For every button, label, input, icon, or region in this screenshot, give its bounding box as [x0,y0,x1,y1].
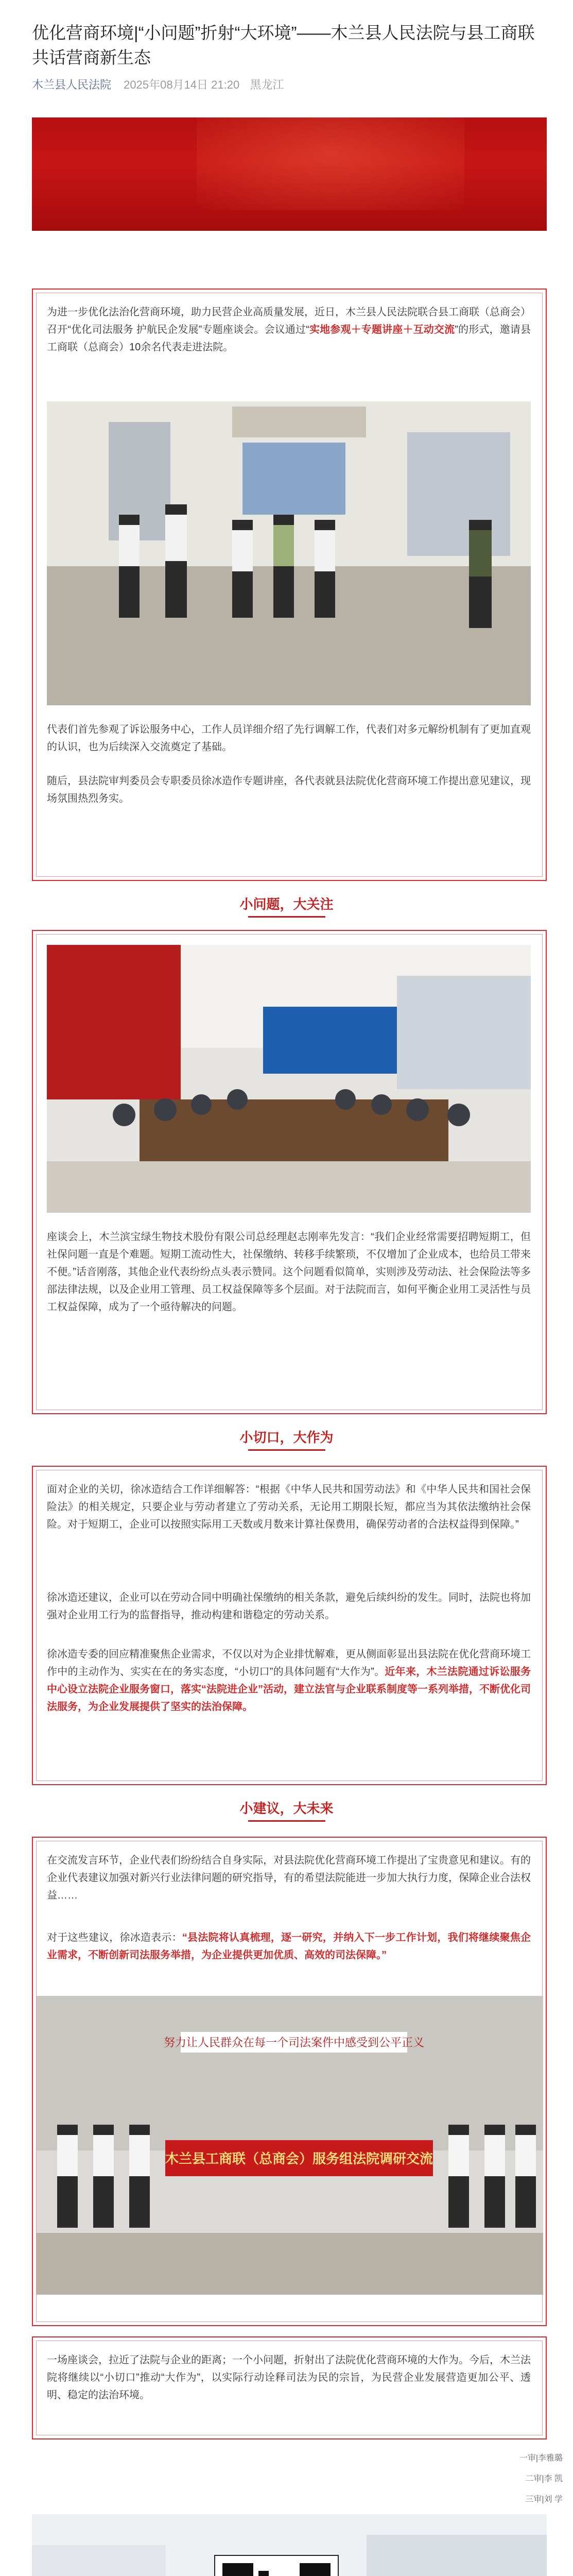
publish-location: 黑龙江 [250,78,284,91]
intro-paragraph-3: 随后，县法院审判委员会专职委员徐冰造作专题讲座，各代表就县法院优化营商环境工作提出意见建议，现场氛围热烈务实。 [47,775,531,804]
photo-group [37,1996,543,2295]
heading-small-advice: 小建议，大未来 [0,1798,573,1822]
header-banner [32,117,547,231]
photo-meeting-svg [47,945,531,1213]
heading-small-problem: 小问题，大关注 [0,894,573,918]
credit-line-3: 三审|刘 学 [525,2495,563,2504]
intro-paragraph-2: 代表们首先参观了诉讼服务中心，工作人员详细介绍了先行调解工作，代表们对多元解纷机制有了更加直观的认识，也为后续深入交流奠定了基础。 [47,724,531,753]
banner-glow [197,117,464,210]
advice-paragraph-2: 对于这些建议，徐冰造表示：“县法院将认真梳理，逐一研究，并纳入下一步工作计划，我们将继续聚焦企业需求，不断创新司法服务举措，为企业提供更加优质、高效的司法保障。” [47,1932,531,1961]
action-paragraph-1: 面对企业的关切，徐冰造结合工作详细解答：“根据《中华人民共和国劳动法》和《中华人民共和国社会保险法》的相关规定，只要企业与劳动者建立了劳动关系，无论用工期限长短，都应当为其依法缴纳社会保险。对于短期工，企业可以按照实际用工天数或月数来计算社保费用，确保劳动者的合法权益得到保障。” [47,1484,531,1530]
slogan-text: 努力让人民群众在每一个司法案件中感受到公平正义 [163,2036,425,2049]
heading-small-cut: 小切口，大作为 [0,1427,573,1451]
section-action [32,1466,547,1785]
conclusion-paragraph: 一场座谈会，拉近了法院与企业的距离；一个小问题，折射出了法院优化营商环境的大作为。今后，木兰法院将继续以“小切口”推动“大作为”，以实际行动诠释司法为民的宗旨，为民营企业发展营造更加公平、透明、稳定的法治环境。 [47,2354,531,2401]
photo-group-svg [37,1996,543,2295]
article-title: 优化营商环境|“小问题”折射“大环境”——木兰县人民法院与县工商联共话营商新生态 [32,23,535,67]
credit-line-2: 二审|李 凯 [525,2475,563,2483]
section-intro [32,289,547,881]
article-meta [32,76,291,92]
problem-paragraph-1: 座谈会上，木兰滨宝绿生物技术股份有限公司总经理赵志刚率先发言：“我们企业经常需要招聘短期工，但社保问题一直是个难题。短期工流动性大，社保缴纳、转移手续繁琐，不仅增加了企业成本，也给员工带来不便。”话音刚落，其他企业代表纷纷点头表示赞同。这个问题看似简单，实则涉及劳动法、社会保险法等多部法律法规，以及企业用工管理、员工权益保障等多个层面。对于法院而言，如何平衡企业用工灵活性与员工权益保障，成为了一个亟待解决的问题。 [47,1231,531,1313]
action-paragraph-3: 徐冰造专委的回应精准聚焦企业需求，不仅以对为企业排忧解难，更从侧面彰显出县法院在优化营商环境工作中的主动作为、实实在在的务实态度，“小切口”的具体问题有“大作为”。近年来，木兰法院通过诉讼服务中心设立法院企业服务窗口，落实“法院进企业”活动，建立法官与企业联系制度等一系列举措，不断优化司法服务，为企业发展提供了坚实的法治保障。 [47,1649,531,1713]
action-paragraph-2: 徐冰造还建议，企业可以在劳动合同中明确社保缴纳的相关条款，避免后续纠纷的发生。同时，法院也将加强对企业用工行为的监督指导，推动构建和谐稳定的劳动关系。 [47,1592,531,1621]
advice-paragraph-1: 在交流发言环节，企业代表们纷纷结合自身实际，对县法院优化营商环境工作提出了宝贵意见和建议。有的企业代表建议加强对新兴行业法律问题的研究指导，有的希望法院能进一步加大执行力度，保障企业合法权益…… [47,1855,531,1901]
credit-line-1: 一审|李雅璐 [519,2454,563,2463]
poster-image [32,2514,547,2576]
section-advice [32,1837,547,2326]
section-conclusion [32,2336,547,2439]
account-link[interactable]: 木兰县人民法院 [32,78,112,91]
photo-visit-service-center [47,401,531,705]
poster-svg [32,2514,547,2576]
section-problem [32,930,547,1414]
plaque-text: 木兰县工商联（总商会）服务组法院调研交流 [165,2151,433,2166]
photo-meeting-room [47,945,531,1213]
publish-date: 2025年08月14日 21:20 [124,78,240,91]
photo-visit-svg [47,401,531,705]
intro-paragraph-1: 为进一步优化法治化营商环境，助力民营企业高质量发展，近日，木兰县人民法院联合县工商联（总商会）召开“优化司法服务 护航民企发展”专题座谈会。会议通过“实地参观＋专题讲座＋互动交流”的形式，邀请县工商联（总商会）10余名代表走进法院。 [47,307,531,353]
